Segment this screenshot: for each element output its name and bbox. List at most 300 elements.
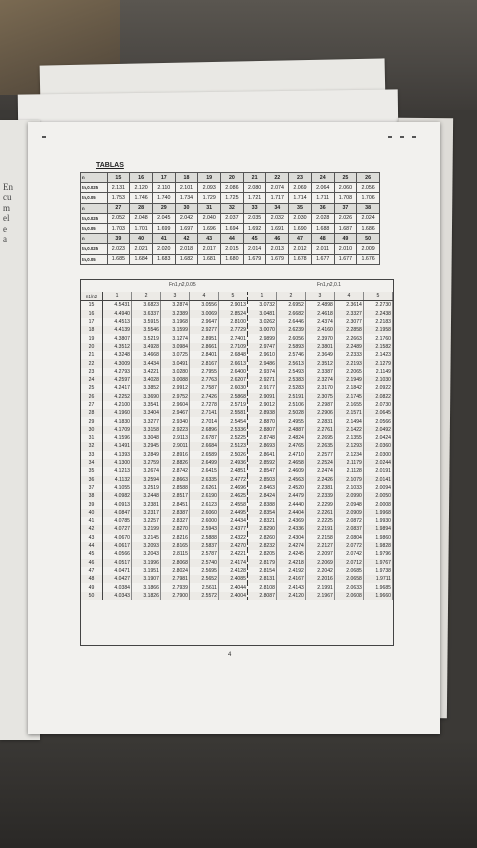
- f-value-cell: 3.3852: [132, 384, 161, 392]
- f-col-head: 4: [189, 292, 218, 301]
- t-value-cell: 2.020: [152, 244, 175, 254]
- f-value-cell: 2.6684: [189, 442, 218, 450]
- f-value-cell: 2.4322: [218, 534, 247, 542]
- f-value-cell: 2.4044: [218, 583, 247, 591]
- t-value-cell: 1.682: [175, 254, 198, 264]
- f-value-cell: 2.5028: [276, 409, 305, 417]
- t-n-cell: 26: [357, 173, 380, 183]
- f-value-cell: 4.0847: [103, 509, 132, 517]
- t-value-cell: 2.023: [107, 244, 130, 254]
- f-value-cell: 2.9340: [160, 417, 189, 425]
- f-table-row: [81, 401, 393, 409]
- f-table-row: [81, 492, 393, 500]
- t-n-cell: 24: [311, 173, 334, 183]
- f-table-row: [81, 550, 393, 558]
- f-value-cell: 2.5613: [276, 359, 305, 367]
- f-value-cell: 4.2597: [103, 376, 132, 384]
- t-table-row: [81, 213, 380, 223]
- t-value-cell: 2.015: [221, 244, 244, 254]
- f-corner-label: n1/n2: [81, 292, 103, 301]
- f-table-row: [81, 592, 393, 600]
- t-value-cell: 1.684: [130, 254, 153, 264]
- f-value-cell: 3.3541: [132, 401, 161, 409]
- f-col-head: 5: [218, 292, 247, 301]
- t-value-cell: 1.711: [311, 193, 334, 203]
- f-value-cell: 2.7763: [189, 376, 218, 384]
- f-value-cell: 3.0556: [189, 301, 218, 310]
- f-value-cell: 3.2759: [132, 459, 161, 467]
- t-n-cell: 28: [130, 203, 153, 213]
- f-value-cell: 2.2906: [305, 409, 334, 417]
- f-value-cell: 2.1842: [334, 384, 363, 392]
- f-value-cell: 4.1132: [103, 476, 132, 484]
- t-n-cell: 16: [130, 173, 153, 183]
- f-table-row: [81, 559, 393, 567]
- f-value-cell: 2.6060: [189, 509, 218, 517]
- t-n-cell: 25: [334, 173, 357, 183]
- f-n2-cell: 33: [81, 451, 103, 459]
- f-value-cell: 1.9685: [363, 583, 392, 591]
- f-value-cell: 3.0491: [160, 359, 189, 367]
- f-value-cell: 2.8388: [247, 500, 276, 508]
- f-value-cell: 2.8748: [247, 434, 276, 442]
- f-value-cell: 2.8115: [160, 550, 189, 558]
- f-value-cell: 2.1745: [334, 393, 363, 401]
- f-table-row: [81, 393, 393, 401]
- f-value-cell: 2.4085: [218, 575, 247, 583]
- f-value-cell: 2.3077: [334, 318, 363, 326]
- f-table-row: [81, 567, 393, 575]
- f-n2-cell: 23: [81, 368, 103, 376]
- t-row-label: tn,0.025: [81, 183, 108, 193]
- f-n2-cell: 48: [81, 575, 103, 583]
- t-value-cell: 1.692: [243, 223, 266, 233]
- t-table-row: [81, 244, 380, 254]
- n2-label: n2: [92, 293, 98, 299]
- f-value-cell: 2.2191: [305, 525, 334, 533]
- f-value-cell: 2.8424: [247, 492, 276, 500]
- f-table-row: [81, 476, 393, 484]
- f-n2-cell: 45: [81, 550, 103, 558]
- t-n-cell: 50: [357, 234, 380, 244]
- f-value-cell: 4.1055: [103, 484, 132, 492]
- f-value-cell: 2.0141: [363, 476, 392, 484]
- f-value-cell: 4.0427: [103, 575, 132, 583]
- f-value-cell: 2.2635: [305, 442, 334, 450]
- f-value-cell: 2.1293: [334, 442, 363, 450]
- f-value-cell: 2.2225: [305, 517, 334, 525]
- f-value-cell: 2.0712: [334, 559, 363, 567]
- f-value-cell: 2.4955: [276, 417, 305, 425]
- f-n2-cell: 42: [81, 525, 103, 533]
- t-value-cell: 1.725: [221, 193, 244, 203]
- document-page: [28, 122, 440, 734]
- f-value-cell: 4.1709: [103, 426, 132, 434]
- t-n-cell: 35: [289, 203, 312, 213]
- f-value-cell: 2.2097: [305, 550, 334, 558]
- f-value-cell: 2.3387: [305, 368, 334, 376]
- f-value-cell: 2.1234: [334, 451, 363, 459]
- f-value-cell: 3.0280: [160, 368, 189, 376]
- t-table-row: [81, 254, 380, 264]
- f-value-cell: 4.1596: [103, 434, 132, 442]
- f-value-cell: 2.0191: [363, 467, 392, 475]
- f-value-cell: 2.6589: [189, 451, 218, 459]
- t-value-cell: 1.685: [107, 254, 130, 264]
- t-value-cell: 2.080: [243, 183, 266, 193]
- f-value-cell: 2.6000: [189, 517, 218, 525]
- f-value-cell: 2.9271: [247, 376, 276, 384]
- f-value-cell: 2.4898: [305, 301, 334, 310]
- f-value-cell: 3.3404: [132, 409, 161, 417]
- t-value-cell: 2.018: [175, 244, 198, 254]
- f-value-cell: 4.1213: [103, 467, 132, 475]
- f-value-cell: 2.4625: [218, 492, 247, 500]
- t-value-cell: 2.014: [243, 244, 266, 254]
- f-n2-cell: 25: [81, 384, 103, 392]
- f-value-cell: 2.9752: [160, 393, 189, 401]
- f-value-cell: 2.9012: [247, 401, 276, 409]
- f-value-cell: 2.4160: [305, 326, 334, 334]
- f-value-cell: 2.9747: [247, 343, 276, 351]
- t-value-cell: 1.679: [266, 254, 289, 264]
- f-value-cell: 2.7426: [189, 393, 218, 401]
- t-value-cell: 2.011: [311, 244, 334, 254]
- f-value-cell: 4.2100: [103, 401, 132, 409]
- t-value-cell: 2.064: [311, 183, 334, 193]
- t-row-label: n: [81, 203, 108, 213]
- side-letter: a: [3, 233, 7, 244]
- f-value-cell: 2.0990: [334, 492, 363, 500]
- t-value-cell: 2.030: [289, 213, 312, 223]
- f-value-cell: 2.4618: [305, 310, 334, 318]
- f-value-cell: 2.4658: [276, 459, 305, 467]
- f-value-cell: 2.5746: [276, 351, 305, 359]
- f-value-cell: 2.3327: [334, 310, 363, 318]
- f-value-cell: 2.9647: [189, 318, 218, 326]
- f-table-row: [81, 525, 393, 533]
- f-value-cell: 2.9604: [160, 401, 189, 409]
- f-value-cell: 3.0088: [160, 376, 189, 384]
- side-letter: el: [3, 213, 10, 224]
- t-table-row: [81, 223, 380, 233]
- t-value-cell: 2.009: [357, 244, 380, 254]
- f-table-row: [81, 351, 393, 359]
- f-value-cell: 4.0913: [103, 500, 132, 508]
- t-n-cell: 32: [221, 203, 244, 213]
- f-value-cell: 2.1079: [334, 476, 363, 484]
- t-value-cell: 2.048: [130, 213, 153, 223]
- f-value-cell: 2.5837: [189, 542, 218, 550]
- side-text-fragments: [3, 182, 13, 244]
- side-letter: e: [3, 223, 7, 234]
- t-value-cell: 1.680: [221, 254, 244, 264]
- t-n-cell: 37: [334, 203, 357, 213]
- t-value-cell: 2.010: [334, 244, 357, 254]
- f-value-cell: 2.2299: [305, 500, 334, 508]
- f-table-row: [81, 417, 393, 425]
- t-value-cell: 2.035: [243, 213, 266, 223]
- f-value-cell: 2.7900: [160, 592, 189, 600]
- t-table-row: [81, 183, 380, 193]
- f-value-cell: 2.5572: [189, 592, 218, 600]
- f-col-head: 3: [305, 292, 334, 301]
- t-n-cell: 42: [175, 234, 198, 244]
- f-n2-cell: 36: [81, 476, 103, 484]
- f-value-cell: 2.6613: [218, 359, 247, 367]
- t-row-label: tn,0.05: [81, 193, 108, 203]
- f-value-cell: 2.9899: [247, 334, 276, 342]
- f-value-cell: 2.8165: [160, 542, 189, 550]
- t-value-cell: 2.017: [198, 244, 221, 254]
- f-value-cell: 2.2016: [305, 575, 334, 583]
- f-value-cell: 2.1179: [334, 459, 363, 467]
- f-value-cell: 2.2261: [305, 509, 334, 517]
- f-value-cell: 2.0645: [363, 409, 392, 417]
- f-value-cell: 3.0070: [247, 326, 276, 334]
- t-distribution-table: [80, 172, 380, 265]
- f-value-cell: 2.0244: [363, 459, 392, 467]
- f-value-cell: 2.7729: [218, 326, 247, 334]
- f-table-row: [81, 301, 393, 310]
- f-value-cell: 2.4765: [276, 442, 305, 450]
- f-n2-cell: 28: [81, 409, 103, 417]
- f-value-cell: 2.1991: [305, 583, 334, 591]
- f-value-cell: 2.2524: [305, 459, 334, 467]
- f-value-cell: 2.8916: [160, 451, 189, 459]
- f-value-cell: 2.4120: [276, 592, 305, 600]
- t-row-label: tn,0.05: [81, 223, 108, 233]
- t-row-label: n: [81, 234, 108, 244]
- f-value-cell: 3.2145: [132, 534, 161, 542]
- f-value-cell: 2.5719: [218, 401, 247, 409]
- f-value-cell: 2.2663: [334, 334, 363, 342]
- f-value-cell: 2.0633: [334, 583, 363, 591]
- f-value-cell: 3.0732: [247, 301, 276, 310]
- f-value-cell: 2.5454: [218, 417, 247, 425]
- f-value-cell: 2.4558: [218, 500, 247, 508]
- t-value-cell: 2.093: [198, 183, 221, 193]
- f-value-cell: 2.1422: [334, 426, 363, 434]
- f-value-cell: 2.2858: [334, 326, 363, 334]
- f-n2-cell: 34: [81, 459, 103, 467]
- f-value-cell: 3.2389: [160, 310, 189, 318]
- t-n-cell: 40: [130, 234, 153, 244]
- t-n-cell: 47: [289, 234, 312, 244]
- t-value-cell: 1.688: [311, 223, 334, 233]
- f-value-cell: 2.9177: [247, 384, 276, 392]
- f-value-cell: 4.4940: [103, 310, 132, 318]
- f-table-row: [81, 310, 393, 318]
- t-value-cell: 1.677: [334, 254, 357, 264]
- f-value-cell: 2.5283: [276, 384, 305, 392]
- f-value-cell: 2.8179: [247, 559, 276, 567]
- f-value-cell: 3.4668: [132, 351, 161, 359]
- f-value-cell: 2.8327: [160, 517, 189, 525]
- f-value-cell: 2.9223: [160, 426, 189, 434]
- f-value-cell: 2.4143: [276, 583, 305, 591]
- f-value-cell: 2.8661: [189, 343, 218, 351]
- f-table-row: [81, 409, 393, 417]
- f-value-cell: 2.4936: [218, 459, 247, 467]
- f-value-cell: 2.1571: [334, 409, 363, 417]
- f-value-cell: 2.6499: [189, 459, 218, 467]
- f-table-row: [81, 575, 393, 583]
- t-n-cell: 49: [334, 234, 357, 244]
- t-value-cell: 1.746: [130, 193, 153, 203]
- t-value-cell: 2.086: [221, 183, 244, 193]
- f-value-cell: 2.2069: [305, 559, 334, 567]
- t-value-cell: 1.717: [266, 193, 289, 203]
- f-n2-cell: 46: [81, 559, 103, 567]
- f-value-cell: 2.4128: [218, 567, 247, 575]
- f-value-cell: 2.6446: [276, 318, 305, 326]
- f-value-cell: 2.1494: [334, 417, 363, 425]
- f-table-row: [81, 451, 393, 459]
- f-table-row: [81, 384, 393, 392]
- side-letter: En: [3, 182, 13, 192]
- f-value-cell: 3.2093: [132, 542, 161, 550]
- f-value-cell: 3.2381: [132, 500, 161, 508]
- f-value-cell: 2.0685: [334, 567, 363, 575]
- f-value-cell: 2.3075: [305, 393, 334, 401]
- f-header-row: [81, 292, 393, 301]
- f-n2-cell: 44: [81, 542, 103, 550]
- f-value-cell: 2.0658: [334, 575, 363, 583]
- f-value-cell: 2.4710: [276, 451, 305, 459]
- f-value-cell: 4.3009: [103, 359, 132, 367]
- f-value-cell: 2.8588: [160, 484, 189, 492]
- f-table-row: [81, 426, 393, 434]
- f-value-cell: 2.6952: [276, 301, 305, 310]
- f-value-cell: 2.0772: [334, 542, 363, 550]
- f-value-cell: 2.5868: [218, 393, 247, 401]
- f-value-cell: 2.3512: [305, 359, 334, 367]
- t-value-cell: 1.678: [289, 254, 312, 264]
- f-value-cell: 2.6190: [189, 492, 218, 500]
- f-value-cell: 4.0343: [103, 592, 132, 600]
- t-value-cell: 1.721: [243, 193, 266, 203]
- side-letter: m: [3, 202, 11, 213]
- f-value-cell: 3.2674: [132, 467, 161, 475]
- f-value-cell: 2.8641: [247, 451, 276, 459]
- f-n2-cell: 29: [81, 417, 103, 425]
- f-value-cell: 1.9968: [363, 509, 392, 517]
- t-n-cell: 44: [221, 234, 244, 244]
- f-value-cell: 2.8463: [247, 484, 276, 492]
- f-value-cell: 2.0094: [363, 484, 392, 492]
- f-value-cell: 3.2257: [132, 517, 161, 525]
- f-table-row: [81, 359, 393, 367]
- f-value-cell: 2.8232: [247, 542, 276, 550]
- f-value-cell: 2.9011: [160, 442, 189, 450]
- f-value-cell: 2.5026: [218, 451, 247, 459]
- f-value-cell: 2.4304: [276, 534, 305, 542]
- f-value-cell: 2.1949: [334, 376, 363, 384]
- f-value-cell: 2.8131: [247, 575, 276, 583]
- f-value-cell: 2.4434: [218, 517, 247, 525]
- f-value-cell: 2.4440: [276, 500, 305, 508]
- t-n-cell: 20: [221, 173, 244, 183]
- t-value-cell: 1.691: [266, 223, 289, 233]
- f-value-cell: 3.1866: [132, 583, 161, 591]
- f-value-cell: 3.2945: [132, 442, 161, 450]
- f-value-cell: 2.4174: [218, 559, 247, 567]
- f-value-cell: 2.7981: [160, 575, 189, 583]
- f-value-cell: 2.8524: [218, 310, 247, 318]
- f-n2-cell: 31: [81, 434, 103, 442]
- f-value-cell: 2.1355: [334, 434, 363, 442]
- f-value-cell: 2.9277: [189, 326, 218, 334]
- t-value-cell: 2.024: [357, 213, 380, 223]
- t-value-cell: 2.120: [130, 183, 153, 193]
- f-col-head: 1: [103, 292, 132, 301]
- f-table-row: [81, 583, 393, 591]
- f-value-cell: 2.4520: [276, 484, 305, 492]
- f-table-row: [81, 467, 393, 475]
- f-n2-cell: 16: [81, 310, 103, 318]
- f-value-cell: 4.2252: [103, 393, 132, 401]
- f-value-cell: 2.5336: [218, 426, 247, 434]
- f-value-cell: 3.4028: [132, 376, 161, 384]
- f-value-cell: 2.4563: [276, 476, 305, 484]
- t-n-cell: 19: [198, 173, 221, 183]
- f-value-cell: 2.8205: [247, 550, 276, 558]
- f-value-cell: 3.4928: [132, 343, 161, 351]
- f-value-cell: 2.8216: [160, 534, 189, 542]
- f-table-row: [81, 500, 393, 508]
- f-value-cell: 2.9486: [247, 359, 276, 367]
- t-value-cell: 2.056: [357, 183, 380, 193]
- f-value-cell: 2.0008: [363, 500, 392, 508]
- f-value-cell: 2.1655: [334, 401, 363, 409]
- t-table-row: [81, 173, 380, 183]
- t-n-cell: 34: [266, 203, 289, 213]
- t-value-cell: 2.037: [221, 213, 244, 223]
- f-value-cell: 2.6400: [218, 368, 247, 376]
- t-n-cell: 41: [152, 234, 175, 244]
- f-value-cell: 1.9738: [363, 567, 392, 575]
- f-value-cell: 2.8503: [247, 476, 276, 484]
- page-marks: [28, 136, 440, 142]
- f-value-cell: 2.6239: [276, 326, 305, 334]
- f-value-cell: 2.8167: [189, 359, 218, 367]
- f-value-cell: 2.1967: [305, 592, 334, 600]
- f-value-cell: 2.2831: [305, 417, 334, 425]
- f-value-cell: 2.2339: [305, 492, 334, 500]
- t-value-cell: 2.012: [289, 244, 312, 254]
- f-value-cell: 3.0725: [160, 351, 189, 359]
- t-value-cell: 1.701: [130, 223, 153, 233]
- f-value-cell: 2.6682: [276, 310, 305, 318]
- f-value-cell: 2.9374: [247, 368, 276, 376]
- f-value-cell: 3.2519: [132, 484, 161, 492]
- f-value-cell: 2.8100: [218, 318, 247, 326]
- t-value-cell: 1.706: [357, 193, 380, 203]
- f-value-cell: 4.3512: [103, 343, 132, 351]
- t-n-cell: 36: [311, 203, 334, 213]
- f-n2-cell: 39: [81, 500, 103, 508]
- f-value-cell: 2.6261: [189, 484, 218, 492]
- t-n-cell: 33: [243, 203, 266, 213]
- f-value-cell: 2.0804: [334, 534, 363, 542]
- f-value-cell: 2.4887: [276, 426, 305, 434]
- f-value-cell: 3.2317: [132, 509, 161, 517]
- t-n-cell: 38: [357, 203, 380, 213]
- f-value-cell: 2.8024: [160, 567, 189, 575]
- t-value-cell: 2.101: [175, 183, 198, 193]
- f-value-cell: 2.3649: [305, 351, 334, 359]
